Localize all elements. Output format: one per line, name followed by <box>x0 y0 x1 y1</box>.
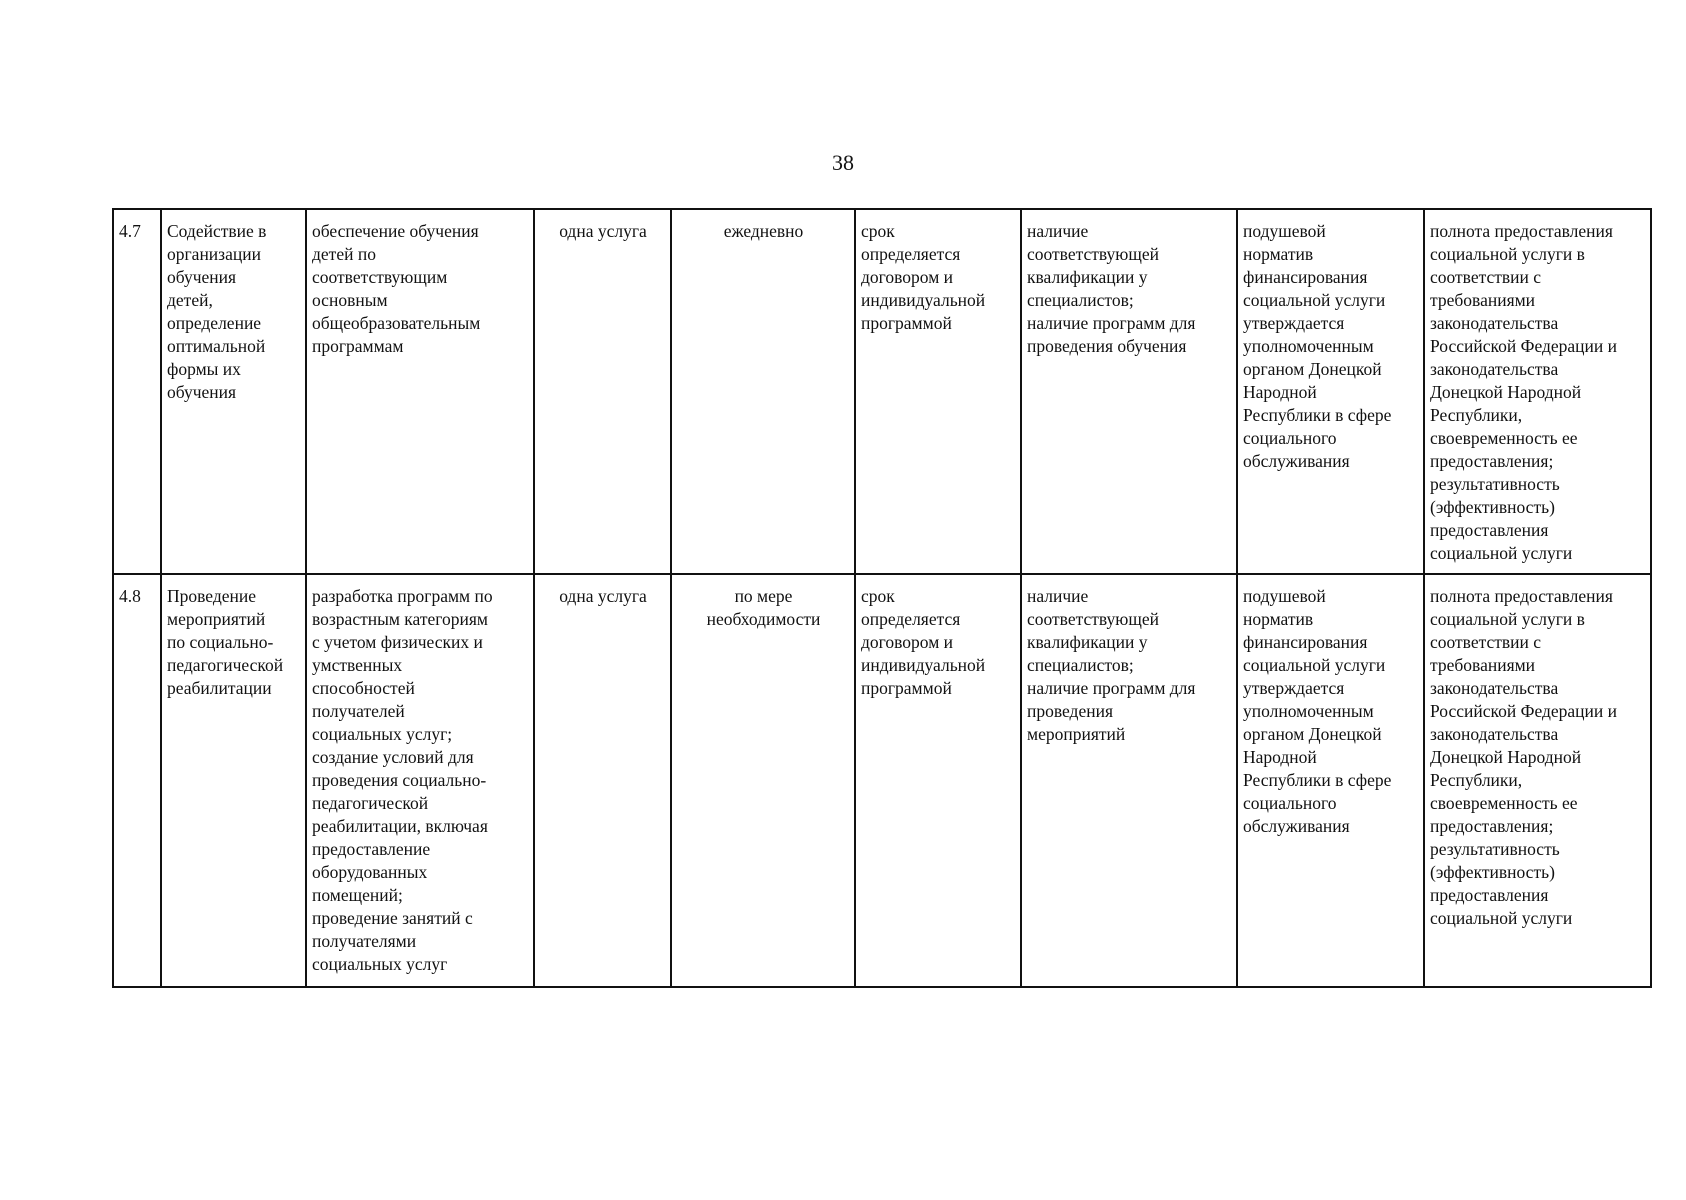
cell-line: соответствующей <box>1027 244 1159 264</box>
cell-line: по социально- <box>167 632 274 652</box>
cell-line: подушевой <box>1243 586 1326 606</box>
cell-line: Республики в сфере <box>1243 405 1392 425</box>
cell-line: способностей <box>312 678 415 698</box>
cell-line: финансирования <box>1243 632 1368 652</box>
cell-line: обеспечение обучения <box>312 221 479 241</box>
cell-line: уполномоченным <box>1243 701 1374 721</box>
cell-line: квалификации у <box>1027 632 1148 652</box>
cell-frequency <box>671 574 855 987</box>
cell-line: Российской Федерации и <box>1430 701 1618 721</box>
cell-line: норматив <box>1243 244 1314 264</box>
cell-line: создание условий для <box>312 747 474 767</box>
cell-line: органом Донецкой <box>1243 359 1382 379</box>
cell-line: реабилитации <box>167 678 272 698</box>
cell-line: детей по <box>312 244 376 264</box>
cell-line: социальной услуги <box>1243 290 1386 310</box>
cell-line: оборудованных <box>312 862 428 882</box>
cell-frequency <box>671 209 855 574</box>
cell-funding-norm <box>1237 574 1424 987</box>
cell-line: наличие программ для <box>1027 678 1196 698</box>
cell-line: социального <box>1243 793 1337 813</box>
cell-line: Республики в сфере <box>1243 770 1392 790</box>
row-number: 4.8 <box>119 586 141 606</box>
cell-conditions <box>1021 209 1237 574</box>
row-number: 4.7 <box>119 221 141 241</box>
cell-line: норматив <box>1243 609 1314 629</box>
cell-service-name <box>161 574 306 987</box>
cell-line: своевременность ее <box>1430 793 1578 813</box>
cell-line: индивидуальной <box>861 290 986 310</box>
cell-line: срок <box>861 586 895 606</box>
cell-line: по мере <box>734 586 793 606</box>
table-row <box>113 574 1651 987</box>
cell-line: общеобразовательным <box>312 313 481 333</box>
cell-line: умственных <box>312 655 403 675</box>
cell-line: предоставления; <box>1430 451 1554 471</box>
cell-line: проведение занятий с <box>312 908 473 928</box>
cell-line: обучения <box>167 267 237 287</box>
cell-line: получателями <box>312 931 417 951</box>
cell-funding-norm <box>1237 209 1424 574</box>
cell-line: основным <box>312 290 388 310</box>
cell-line: наличие <box>1027 586 1089 606</box>
cell-line: (эффективность) <box>1430 862 1555 882</box>
cell-line: соответствии с <box>1430 632 1542 652</box>
cell-line: обучения <box>167 382 237 402</box>
cell-line: уполномоченным <box>1243 336 1374 356</box>
cell-line: определяется <box>861 244 961 264</box>
cell-quality-indicators <box>1424 209 1651 574</box>
cell-line: детей, <box>167 290 213 310</box>
cell-line: социальной услуги <box>1243 655 1386 675</box>
page-number: 38 <box>832 150 854 175</box>
cell-line: социальной услуги в <box>1430 609 1585 629</box>
cell-line: Содействие в <box>167 221 267 241</box>
cell-service-content <box>306 209 534 574</box>
cell-line: соответствии с <box>1430 267 1542 287</box>
cell-line: мероприятий <box>1027 724 1126 744</box>
cell-line: реабилитации, включая <box>312 816 488 836</box>
cell-service-name <box>161 209 306 574</box>
cell-line: программой <box>861 678 952 698</box>
cell-line: предоставление <box>312 839 431 859</box>
cell-service-content <box>306 574 534 987</box>
cell-line: проведения обучения <box>1027 336 1187 356</box>
cell-line: специалистов; <box>1027 290 1134 310</box>
cell-line: договором и <box>861 632 954 652</box>
cell-line: Проведение <box>167 586 257 606</box>
cell-line: наличие программ для <box>1027 313 1196 333</box>
cell-number <box>113 209 161 574</box>
cell-line: Донецкой Народной <box>1430 382 1582 402</box>
cell-line: индивидуальной <box>861 655 986 675</box>
cell-line: проведения <box>1027 701 1114 721</box>
cell-line: своевременность ее <box>1430 428 1578 448</box>
cell-line: ежедневно <box>723 221 804 241</box>
cell-line: организации <box>167 244 261 264</box>
cell-volume <box>534 209 671 574</box>
cell-line: Республики, <box>1430 770 1523 790</box>
cell-line: подушевой <box>1243 221 1326 241</box>
cell-line: предоставления <box>1430 885 1549 905</box>
cell-line: социальной услуги в <box>1430 244 1585 264</box>
cell-line: социальных услуг <box>312 954 448 974</box>
cell-line: определяется <box>861 609 961 629</box>
cell-line: помещений; <box>312 885 403 905</box>
cell-line: предоставления <box>1430 520 1549 540</box>
cell-line: требованиями <box>1430 655 1536 675</box>
cell-line: полнота предоставления <box>1430 586 1613 606</box>
cell-line: оптимальной <box>167 336 266 356</box>
cell-line: утверждается <box>1243 313 1345 333</box>
cell-line: социального <box>1243 428 1337 448</box>
cell-volume <box>534 574 671 987</box>
cell-line: Российской Федерации и <box>1430 336 1618 356</box>
cell-line: программам <box>312 336 404 356</box>
cell-line: социальной услуги <box>1430 908 1573 928</box>
cell-line: необходимости <box>706 609 821 629</box>
cell-line: законодательства <box>1430 678 1559 698</box>
cell-line: педагогической <box>167 655 284 675</box>
cell-line: мероприятий <box>167 609 266 629</box>
cell-line: Донецкой Народной <box>1430 747 1582 767</box>
cell-line: результативность <box>1430 474 1560 494</box>
services-table <box>112 208 1652 988</box>
cell-line: договором и <box>861 267 954 287</box>
cell-line: формы их <box>167 359 241 379</box>
cell-line: законодательства <box>1430 359 1559 379</box>
table-row <box>113 209 1651 574</box>
cell-line: Народной <box>1243 747 1317 767</box>
cell-term <box>855 209 1021 574</box>
cell-line: определение <box>167 313 262 333</box>
cell-line: одна услуга <box>559 221 647 241</box>
cell-line: проведения социально- <box>312 770 487 790</box>
cell-line: обслуживания <box>1243 451 1350 471</box>
cell-line: социальных услуг; <box>312 724 453 744</box>
cell-line: органом Донецкой <box>1243 724 1382 744</box>
cell-line: соответствующей <box>1027 609 1159 629</box>
cell-line: возрастным категориям <box>312 609 489 629</box>
cell-line: полнота предоставления <box>1430 221 1613 241</box>
cell-line: утверждается <box>1243 678 1345 698</box>
cell-line: результативность <box>1430 839 1560 859</box>
cell-line: финансирования <box>1243 267 1368 287</box>
cell-line: обслуживания <box>1243 816 1350 836</box>
cell-line: специалистов; <box>1027 655 1134 675</box>
cell-line: законодательства <box>1430 313 1559 333</box>
cell-line: Народной <box>1243 382 1317 402</box>
cell-number <box>113 574 161 987</box>
cell-line: программой <box>861 313 952 333</box>
cell-line: получателей <box>312 701 405 721</box>
cell-term <box>855 574 1021 987</box>
cell-line: срок <box>861 221 895 241</box>
cell-line: законодательства <box>1430 724 1559 744</box>
cell-conditions <box>1021 574 1237 987</box>
cell-line: квалификации у <box>1027 267 1148 287</box>
cell-line: (эффективность) <box>1430 497 1555 517</box>
cell-line: предоставления; <box>1430 816 1554 836</box>
cell-line: социальной услуги <box>1430 543 1573 563</box>
cell-line: одна услуга <box>559 586 647 606</box>
cell-line: наличие <box>1027 221 1089 241</box>
cell-line: требованиями <box>1430 290 1536 310</box>
cell-line: педагогической <box>312 793 429 813</box>
cell-line: разработка программ по <box>312 586 493 606</box>
cell-quality-indicators <box>1424 574 1651 987</box>
cell-line: Республики, <box>1430 405 1523 425</box>
cell-line: соответствующим <box>312 267 448 287</box>
cell-line: с учетом физических и <box>312 632 483 652</box>
